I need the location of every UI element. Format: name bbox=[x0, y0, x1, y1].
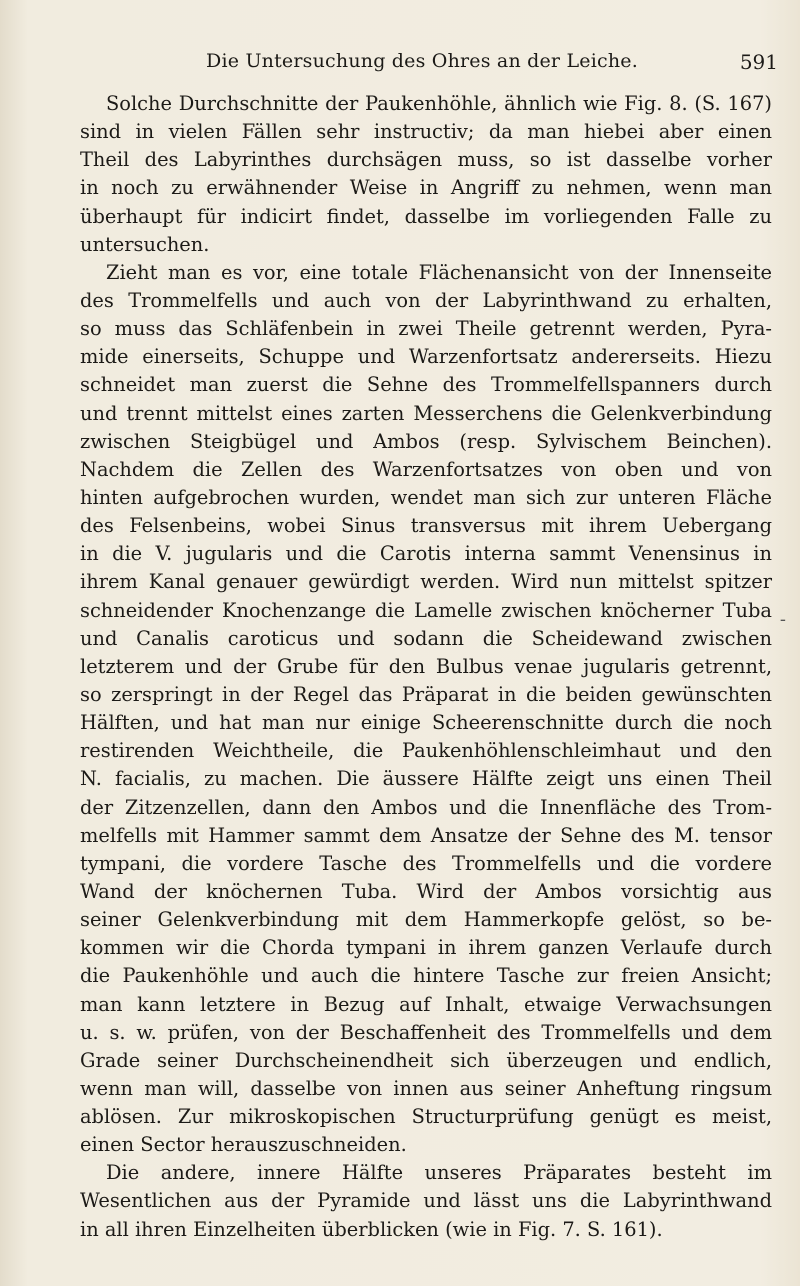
text-line: des Felsenbeins, wobei Sinus transversus mit ihrem Uebergang bbox=[80, 514, 772, 538]
text-line: der Zitzenzellen, dann den Ambos und die Innenfläche des Trom- bbox=[80, 795, 772, 819]
text-line: untersuchen. bbox=[80, 232, 210, 256]
text-line: des Trommelfells und auch von der Labyrinthwand zu erhalten, bbox=[80, 288, 772, 312]
text-line: wenn man will, dasselbe von innen aus seiner Anheftung ringsum bbox=[80, 1076, 772, 1100]
text-line: Nachdem die Zellen des Warzenfortsatzes von oben und von bbox=[80, 457, 772, 481]
text-line: ihrem Kanal genauer gewürdigt werden. Wird nun mittelst spitzer bbox=[80, 570, 772, 594]
text-line: in die V. jugularis und die Carotis interna sammt Venensinus in bbox=[80, 542, 772, 566]
text-line: Solche Durchschnitte der Paukenhöhle, ähnlich wie Fig. 8. (S. 167) bbox=[106, 92, 772, 115]
text-line: zwischen Steigbügel und Ambos (resp. Sylvischem Beinchen). bbox=[80, 429, 772, 453]
text-line: Die andere, innere Hälfte unseres Präparates besteht im bbox=[106, 1161, 772, 1185]
text-line: tympani, die vordere Tasche des Trommelfells und die vordere bbox=[80, 851, 772, 875]
text-line: in all ihren Einzelheiten überblicken (wie in Fig. 7. S. 161). bbox=[80, 1217, 663, 1241]
text-line: Theil des Labyrinthes durchsägen muss, so ist dasselbe vorher bbox=[80, 148, 772, 172]
text-line: restirenden Weichtheile, die Paukenhöhlenschleimhaut und den bbox=[80, 739, 772, 763]
body-text bbox=[80, 90, 772, 1244]
text-line: Wesentlichen aus der Pyramide und lässt uns die Labyrinthwand bbox=[80, 1189, 772, 1213]
text-line: so zerspringt in der Regel das Präparat in die beiden gewünschten bbox=[80, 682, 772, 706]
text-line: schneidender Knochenzange die Lamelle zwischen knöcherner Tuba bbox=[80, 598, 772, 622]
text-line: und trennt mittelst eines zarten Messerchens die Gelenkverbindung bbox=[80, 401, 772, 425]
text-line: so muss das Schläfenbein in zwei Theile getrennt werden, Pyra- bbox=[80, 317, 772, 341]
text-line: schneidet man zuerst die Sehne des Trommelfellspanners durch bbox=[80, 373, 772, 397]
text-line: sind in vielen Fällen sehr instructiv; da man hiebei aber einen bbox=[80, 120, 772, 144]
text-line: die Paukenhöhle und auch die hintere Tasche zur freien Ansicht; bbox=[80, 964, 772, 988]
text-line: melfells mit Hammer sammt dem Ansatze der Sehne des M. tensor bbox=[80, 823, 772, 847]
text-line: man kann letztere in Bezug auf Inhalt, etwaige Verwachsungen bbox=[80, 992, 772, 1016]
page-number: 591 bbox=[739, 50, 778, 74]
text-line: einen Sector herauszuschneiden. bbox=[80, 1133, 407, 1157]
running-title: Die Untersuchung des Ohres an der Leiche. bbox=[206, 50, 638, 72]
text-line: mide einerseits, Schuppe und Warzenfortsatz andererseits. Hiezu bbox=[80, 345, 772, 369]
text-line: und Canalis caroticus und sodann die Scheidewand zwischen bbox=[80, 626, 772, 650]
text-line: Hälften, und hat man nur einige Scheerenschnitte durch die noch bbox=[80, 711, 772, 735]
text-line: überhaupt für indicirt findet, dasselbe im vorliegenden Falle zu bbox=[80, 204, 772, 228]
margin-mark: - bbox=[779, 609, 786, 630]
text-line: Zieht man es vor, eine totale Flächenansicht von der Innenseite bbox=[106, 260, 772, 284]
page-header bbox=[86, 50, 778, 80]
text-line: Grade seiner Durchscheinendheit sich überzeugen und endlich, bbox=[80, 1048, 772, 1072]
text-line: in noch zu erwähnender Weise in Angriff zu nehmen, wenn man bbox=[80, 176, 772, 200]
text-line: u. s. w. prüfen, von der Beschaffenheit des Trommelfells und dem bbox=[80, 1020, 772, 1044]
text-line: N. facialis, zu machen. Die äussere Hälfte zeigt uns einen Theil bbox=[80, 767, 772, 791]
text-line: seiner Gelenkverbindung mit dem Hammerkopfe gelöst, so be- bbox=[80, 908, 772, 932]
text-line: letzterem und der Grube für den Bulbus venae jugularis getrennt, bbox=[80, 654, 772, 678]
text-line: ablösen. Zur mikroskopischen Structurprüfung genügt es meist, bbox=[80, 1105, 772, 1129]
text-line: hinten aufgebrochen wurden, wendet man sich zur unteren Fläche bbox=[80, 485, 772, 509]
text-line: Wand der knöchernen Tuba. Wird der Ambos vorsichtig aus bbox=[80, 879, 772, 903]
text-line: kommen wir die Chorda tympani in ihrem ganzen Verlaufe durch bbox=[80, 936, 772, 960]
